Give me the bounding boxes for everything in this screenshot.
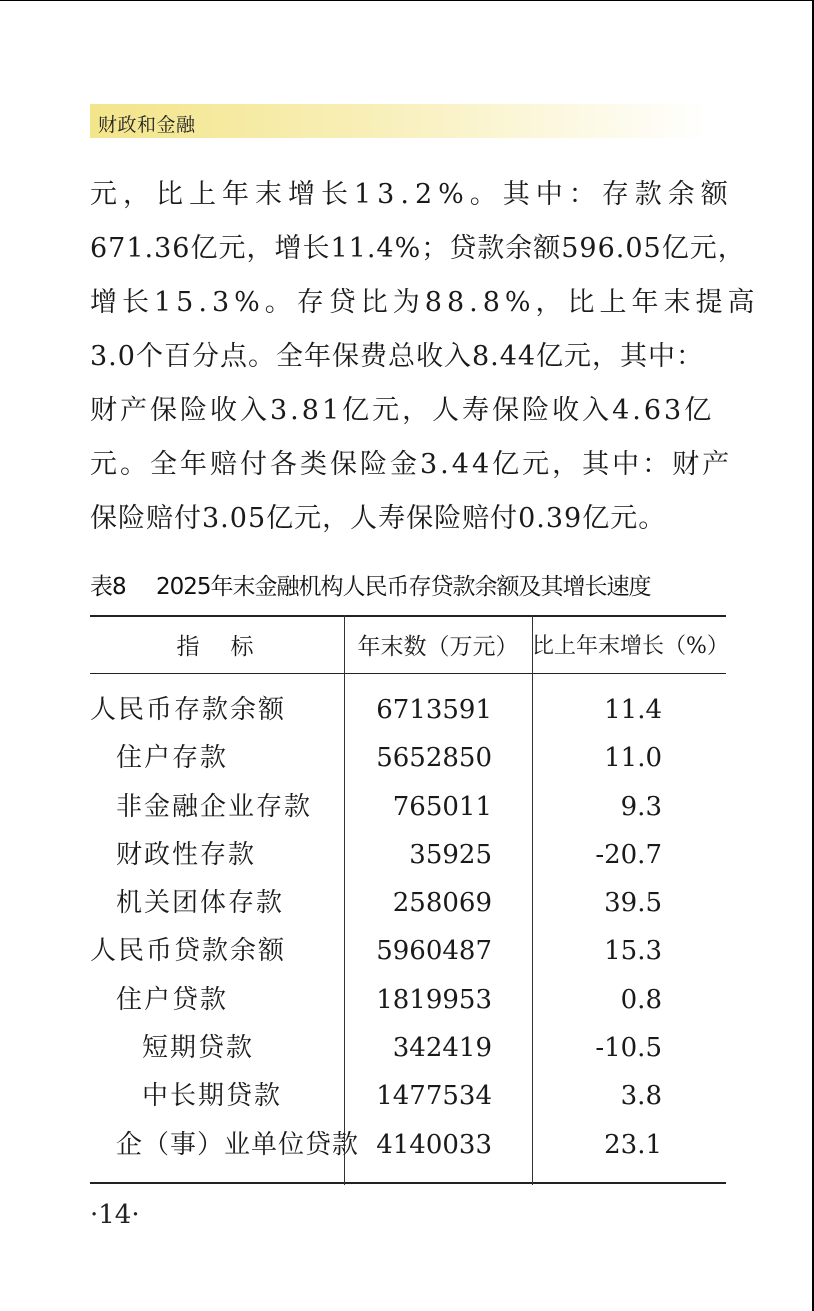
table-bottom-rule xyxy=(90,1182,726,1184)
table-header-growth: 比上年末增长（%） xyxy=(532,634,729,659)
table-title: 2025年末金融机构人民币存贷款余额及其增长速度 xyxy=(156,574,651,600)
row-growth-rate: 3.8 xyxy=(620,1081,662,1111)
row-growth-rate: -10.5 xyxy=(595,1033,662,1063)
paragraph-line-3: 增长15.3%。存贷比为88.8%，比上年末提高 xyxy=(90,287,760,318)
row-growth-rate: 11.0 xyxy=(604,743,662,773)
row-indicator: 财政性存款 xyxy=(116,840,257,870)
row-growth-rate: 39.5 xyxy=(604,888,662,918)
row-year-end-value: 342419 xyxy=(392,1033,492,1063)
row-indicator: 非金融企业存款 xyxy=(116,792,313,822)
table-header-year-end: 年末数（万元） xyxy=(357,634,519,660)
row-growth-rate: 9.3 xyxy=(620,792,662,822)
table-row xyxy=(90,927,726,975)
page-frame-top xyxy=(0,0,814,1)
row-indicator: 企（事）业单位贷款 xyxy=(116,1130,360,1160)
row-indicator: 机关团体存款 xyxy=(116,888,285,918)
row-year-end-value: 6713591 xyxy=(376,695,492,725)
body-paragraph xyxy=(90,168,760,546)
row-year-end-value: 258069 xyxy=(392,888,492,918)
table-row xyxy=(90,1121,726,1169)
row-growth-rate: -20.7 xyxy=(595,840,662,870)
section-title: 财政和金融 xyxy=(98,114,196,136)
table-row xyxy=(90,686,726,734)
row-year-end-value: 1477534 xyxy=(376,1081,492,1111)
table-top-rule xyxy=(90,615,726,617)
paragraph-line-4: 3.0个百分点。全年保费总收入8.44亿元，其中： xyxy=(90,341,705,372)
row-indicator: 中长期贷款 xyxy=(142,1081,283,1111)
table-row xyxy=(90,831,726,879)
paragraph-line-5: 财产保险收入3.81亿元，人寿保险收入4.63亿 xyxy=(90,395,715,426)
table-row xyxy=(90,879,726,927)
page-number: ·14· xyxy=(90,1200,140,1230)
table-header-rule xyxy=(90,673,726,674)
table-row xyxy=(90,976,726,1024)
row-growth-rate: 11.4 xyxy=(604,695,662,725)
row-indicator: 人民币贷款余额 xyxy=(90,936,287,966)
row-indicator: 短期贷款 xyxy=(142,1033,255,1063)
row-growth-rate: 23.1 xyxy=(604,1130,662,1160)
table-number: 表8 xyxy=(90,574,126,600)
table-row xyxy=(90,734,726,782)
row-indicator: 人民币存款余额 xyxy=(90,695,287,725)
row-year-end-value: 5652850 xyxy=(376,743,492,773)
paragraph-line-7: 保险赔付3.05亿元，人寿保险赔付0.39亿元。 xyxy=(90,503,667,534)
row-year-end-value: 1819953 xyxy=(376,985,492,1015)
row-year-end-value: 4140033 xyxy=(376,1130,492,1160)
row-growth-rate: 0.8 xyxy=(620,985,662,1015)
table-row xyxy=(90,1072,726,1120)
row-year-end-value: 765011 xyxy=(392,792,492,822)
row-year-end-value: 35925 xyxy=(409,840,492,870)
row-indicator: 住户存款 xyxy=(116,743,229,773)
paragraph-line-6: 元。全年赔付各类保险金3.44亿元，其中：财产 xyxy=(90,449,733,480)
section-header-band xyxy=(90,104,710,138)
paragraph-line-1: 元，比上年末增长13.2%。其中：存款余额 xyxy=(90,179,734,210)
table-header-indicator: 指 标 xyxy=(176,634,258,660)
row-indicator: 住户贷款 xyxy=(116,985,229,1015)
table-row xyxy=(90,1024,726,1072)
table-row xyxy=(90,783,726,831)
table-caption xyxy=(90,568,730,601)
paragraph-line-2: 671.36亿元，增长11.4%；贷款余额596.05亿元， xyxy=(90,233,746,264)
data-table xyxy=(90,615,729,1185)
row-growth-rate: 15.3 xyxy=(604,936,662,966)
row-year-end-value: 5960487 xyxy=(376,936,492,966)
